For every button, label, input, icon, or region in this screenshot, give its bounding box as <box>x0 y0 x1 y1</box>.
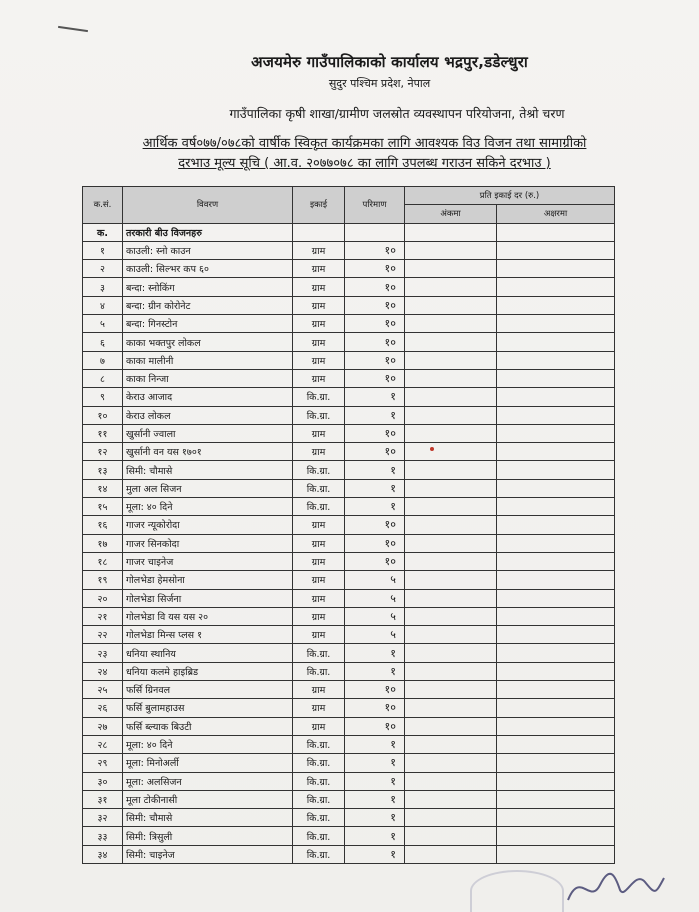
row-rate-figure <box>405 717 497 735</box>
row-unit: कि.ग्रा. <box>293 662 345 680</box>
row-unit: कि.ग्रा. <box>293 772 345 790</box>
row-rate-words <box>497 479 615 497</box>
row-sn: ३० <box>83 772 123 790</box>
row-quantity: १० <box>345 296 405 314</box>
row-rate-words <box>497 516 615 534</box>
row-description: बन्दा: स्नोकिंग <box>123 278 293 296</box>
table-row <box>83 443 615 461</box>
subject-heading <box>30 134 699 174</box>
row-description: मुला अल सिजन <box>123 479 293 497</box>
row-rate-figure <box>405 351 497 369</box>
row-rate-words <box>497 790 615 808</box>
table-row <box>83 644 615 662</box>
row-rate-figure <box>405 827 497 845</box>
row-sn: १७ <box>83 534 123 552</box>
row-sn: ६ <box>83 333 123 351</box>
row-description: गोलभेडा मिन्स प्लस १ <box>123 626 293 644</box>
row-description: धनिया स्थानिय <box>123 644 293 662</box>
row-quantity: ५ <box>345 589 405 607</box>
table-row <box>83 845 615 863</box>
row-unit: ग्राम <box>293 278 345 296</box>
table-row <box>83 388 615 406</box>
row-unit: ग्राम <box>293 351 345 369</box>
row-sn: २८ <box>83 735 123 753</box>
row-unit: ग्राम <box>293 571 345 589</box>
header-rate-words: अक्षरमा <box>497 205 615 223</box>
row-description: सिमी: चौमासे <box>123 809 293 827</box>
header-rate-figure: अंकमा <box>405 205 497 223</box>
row-unit: कि.ग्रा. <box>293 809 345 827</box>
row-unit: ग्राम <box>293 717 345 735</box>
row-rate-figure <box>405 498 497 516</box>
row-quantity: १० <box>345 534 405 552</box>
row-description: खुर्सानी ज्वाला <box>123 424 293 442</box>
row-sn: ८ <box>83 369 123 387</box>
row-rate-words <box>497 296 615 314</box>
row-quantity: १ <box>345 827 405 845</box>
province-line: सुदुर पश्चिम प्रदेश, नेपाल <box>328 77 431 90</box>
row-quantity: १ <box>345 790 405 808</box>
subject-line-2: दरभाउ मूल्य सूचि ( आ.व. २०७७०७८ का लागि उपलब्ध गराउन सकिने दरभाउ ) <box>178 156 551 171</box>
table-row <box>83 424 615 442</box>
row-rate-words <box>497 607 615 625</box>
table-row <box>83 809 615 827</box>
row-sn: ७ <box>83 351 123 369</box>
row-sn: १५ <box>83 498 123 516</box>
row-rate-figure <box>405 644 497 662</box>
table-row <box>83 315 615 333</box>
row-description: काका निन्जा <box>123 369 293 387</box>
row-sn: ५ <box>83 315 123 333</box>
header-quantity: परिमाण <box>345 187 405 224</box>
row-unit: कि.ग्रा. <box>293 644 345 662</box>
row-unit: ग्राम <box>293 424 345 442</box>
row-quantity: १० <box>345 681 405 699</box>
table-row <box>83 626 615 644</box>
header-unit: इकाई <box>293 187 345 224</box>
row-rate-words <box>497 827 615 845</box>
row-rate-figure <box>405 534 497 552</box>
row-sn: ३१ <box>83 790 123 808</box>
table-row <box>83 406 615 424</box>
table-row <box>83 498 615 516</box>
row-description: मूला: मिनोअर्ली <box>123 754 293 772</box>
row-quantity: १० <box>345 552 405 570</box>
row-rate-words <box>497 260 615 278</box>
row-quantity: १ <box>345 754 405 772</box>
row-quantity: १० <box>345 333 405 351</box>
row-rate-words <box>497 388 615 406</box>
row-unit: ग्राम <box>293 333 345 351</box>
row-rate-figure <box>405 333 497 351</box>
row-quantity: १ <box>345 772 405 790</box>
row-sn: १६ <box>83 516 123 534</box>
table-row <box>83 589 615 607</box>
row-rate-figure <box>405 443 497 461</box>
row-quantity: ५ <box>345 571 405 589</box>
row-description: गोलभेडा हेमसोना <box>123 571 293 589</box>
table-row <box>83 571 615 589</box>
row-rate-words <box>497 534 615 552</box>
row-unit: ग्राम <box>293 589 345 607</box>
section-row <box>83 223 615 241</box>
table-row <box>83 534 615 552</box>
row-unit: ग्राम <box>293 699 345 717</box>
row-description: काउली: सिल्भर कप ६० <box>123 260 293 278</box>
table-row <box>83 735 615 753</box>
row-rate-figure <box>405 809 497 827</box>
row-rate-figure <box>405 790 497 808</box>
row-quantity: ५ <box>345 607 405 625</box>
row-quantity: १० <box>345 241 405 259</box>
row-description: बन्दा: ग्रीन कोरोनेट <box>123 296 293 314</box>
header-description: विवरण <box>123 187 293 224</box>
table-row <box>83 772 615 790</box>
row-rate-figure <box>405 626 497 644</box>
row-rate-words <box>497 717 615 735</box>
row-unit: ग्राम <box>293 260 345 278</box>
row-unit: ग्राम <box>293 534 345 552</box>
row-sn: १४ <box>83 479 123 497</box>
row-sn: २३ <box>83 644 123 662</box>
row-unit: कि.ग्रा. <box>293 388 345 406</box>
document-header <box>0 52 699 174</box>
row-sn: २१ <box>83 607 123 625</box>
row-unit: ग्राम <box>293 552 345 570</box>
row-sn: ४ <box>83 296 123 314</box>
row-rate-words <box>497 369 615 387</box>
row-unit: ग्राम <box>293 369 345 387</box>
table-row <box>83 717 615 735</box>
row-description: काका मालीनी <box>123 351 293 369</box>
row-unit: ग्राम <box>293 681 345 699</box>
row-unit: ग्राम <box>293 296 345 314</box>
row-rate-figure <box>405 479 497 497</box>
row-rate-words <box>497 754 615 772</box>
row-description: केराउ लोकल <box>123 406 293 424</box>
row-unit: कि.ग्रा. <box>293 735 345 753</box>
row-unit: कि.ग्रा. <box>293 479 345 497</box>
pen-mark <box>58 26 88 32</box>
row-rate-words <box>497 241 615 259</box>
table-row <box>83 827 615 845</box>
row-rate-words <box>497 626 615 644</box>
row-sn: १३ <box>83 461 123 479</box>
row-sn: २६ <box>83 699 123 717</box>
row-description: केराउ आजाद <box>123 388 293 406</box>
row-description: खुर्सानी वन यस १७०१ <box>123 443 293 461</box>
row-sn: १० <box>83 406 123 424</box>
row-description: काका भक्तपुर लोकल <box>123 333 293 351</box>
table-row <box>83 278 615 296</box>
subject-line-1: आर्थिक वर्ष०७७/०७८को वार्षीक स्विकृत कार्यक्रमका लागि आवश्यक विउ विजन तथा सामाग्रीको <box>142 136 587 151</box>
row-rate-words <box>497 443 615 461</box>
table-row <box>83 333 615 351</box>
row-sn: २५ <box>83 681 123 699</box>
row-sn: ३ <box>83 278 123 296</box>
row-rate-words <box>497 662 615 680</box>
row-rate-figure <box>405 241 497 259</box>
row-sn: २९ <box>83 754 123 772</box>
row-quantity: १० <box>345 516 405 534</box>
row-rate-figure <box>405 461 497 479</box>
table-row <box>83 296 615 314</box>
row-unit: कि.ग्रा. <box>293 461 345 479</box>
row-rate-figure <box>405 662 497 680</box>
row-rate-words <box>497 571 615 589</box>
office-title: अजयमेरु गाउँपालिकाको कार्यालय भद्रपुर,डडेल्धुरा <box>251 53 528 71</box>
row-sn: ३३ <box>83 827 123 845</box>
section-label: तरकारी बीउ विजनहरु <box>123 223 293 241</box>
row-quantity: १ <box>345 845 405 863</box>
row-description: सिमी: चौमासे <box>123 461 293 479</box>
row-rate-figure <box>405 589 497 607</box>
row-description: मूला: ४० दिने <box>123 498 293 516</box>
row-sn: ३२ <box>83 809 123 827</box>
row-quantity: १० <box>345 369 405 387</box>
row-rate-figure <box>405 315 497 333</box>
row-unit: ग्राम <box>293 607 345 625</box>
row-sn: ९ <box>83 388 123 406</box>
row-unit: ग्राम <box>293 241 345 259</box>
section-number: क. <box>83 223 123 241</box>
row-unit: ग्राम <box>293 626 345 644</box>
row-quantity: १० <box>345 315 405 333</box>
table-row <box>83 351 615 369</box>
row-quantity: १ <box>345 662 405 680</box>
row-rate-words <box>497 315 615 333</box>
row-quantity: १ <box>345 479 405 497</box>
row-description: फर्सि ग्रिनवल <box>123 681 293 699</box>
row-unit: कि.ग्रा. <box>293 406 345 424</box>
table-row <box>83 699 615 717</box>
row-description: गाजर चाइनेज <box>123 552 293 570</box>
row-rate-figure <box>405 735 497 753</box>
row-quantity: १० <box>345 443 405 461</box>
row-description: फर्सि बुलामहाउस <box>123 699 293 717</box>
row-description: गाजर न्यूकोरोदा <box>123 516 293 534</box>
row-rate-figure <box>405 516 497 534</box>
table-row <box>83 681 615 699</box>
row-rate-words <box>497 552 615 570</box>
row-rate-words <box>497 333 615 351</box>
row-description: सिमी: चाइनेज <box>123 845 293 863</box>
row-quantity: १ <box>345 406 405 424</box>
signature <box>560 860 670 910</box>
row-rate-figure <box>405 388 497 406</box>
row-sn: २२ <box>83 626 123 644</box>
table-row <box>83 461 615 479</box>
row-rate-figure <box>405 260 497 278</box>
row-rate-figure <box>405 681 497 699</box>
row-rate-words <box>497 351 615 369</box>
table-row <box>83 790 615 808</box>
row-sn: २० <box>83 589 123 607</box>
row-rate-words <box>497 278 615 296</box>
table-row <box>83 479 615 497</box>
row-description: मूला: ४० दिने <box>123 735 293 753</box>
red-dot-mark <box>430 447 434 451</box>
row-quantity: १० <box>345 260 405 278</box>
row-unit: कि.ग्रा. <box>293 845 345 863</box>
table-row <box>83 260 615 278</box>
row-quantity: १० <box>345 278 405 296</box>
table-row <box>83 241 615 259</box>
row-rate-figure <box>405 607 497 625</box>
row-quantity: १० <box>345 717 405 735</box>
row-unit: ग्राम <box>293 443 345 461</box>
row-sn: ११ <box>83 424 123 442</box>
row-description: गाजर सिनकोदा <box>123 534 293 552</box>
row-rate-words <box>497 424 615 442</box>
row-sn: १८ <box>83 552 123 570</box>
price-list-table <box>82 186 615 864</box>
row-sn: २७ <box>83 717 123 735</box>
row-sn: १९ <box>83 571 123 589</box>
row-description: मूला टोकीनासी <box>123 790 293 808</box>
row-unit: कि.ग्रा. <box>293 790 345 808</box>
row-quantity: १ <box>345 809 405 827</box>
row-rate-figure <box>405 369 497 387</box>
header-rate: प्रति इकाई दर (रु.) <box>405 187 615 205</box>
row-sn: १२ <box>83 443 123 461</box>
row-rate-figure <box>405 406 497 424</box>
row-rate-words <box>497 461 615 479</box>
row-unit: ग्राम <box>293 315 345 333</box>
row-rate-figure <box>405 552 497 570</box>
row-rate-words <box>497 498 615 516</box>
row-quantity: १ <box>345 644 405 662</box>
header-sn: क.सं. <box>83 187 123 224</box>
row-quantity: १ <box>345 498 405 516</box>
row-rate-figure <box>405 571 497 589</box>
row-description: सिमी: त्रिसुली <box>123 827 293 845</box>
row-unit: कि.ग्रा. <box>293 754 345 772</box>
table-row <box>83 662 615 680</box>
row-unit: कि.ग्रा. <box>293 498 345 516</box>
row-rate-figure <box>405 754 497 772</box>
row-quantity: ५ <box>345 626 405 644</box>
row-sn: ३४ <box>83 845 123 863</box>
row-rate-words <box>497 589 615 607</box>
row-quantity: १० <box>345 424 405 442</box>
row-description: गोलभेडा वि यस यस २० <box>123 607 293 625</box>
row-rate-figure <box>405 699 497 717</box>
table-row <box>83 607 615 625</box>
row-rate-words <box>497 644 615 662</box>
row-description: धनिया कलमे हाइब्रिड <box>123 662 293 680</box>
row-rate-words <box>497 406 615 424</box>
table-header-row <box>83 187 615 205</box>
row-description: गोलभेडा सिर्जना <box>123 589 293 607</box>
row-sn: २४ <box>83 662 123 680</box>
table-row <box>83 369 615 387</box>
row-rate-words <box>497 699 615 717</box>
row-rate-words <box>497 772 615 790</box>
row-quantity: १० <box>345 351 405 369</box>
row-description: मूला: अलसिजन <box>123 772 293 790</box>
table-row <box>83 754 615 772</box>
row-rate-words <box>497 735 615 753</box>
row-rate-figure <box>405 845 497 863</box>
row-description: बन्दा: गिनस्टोन <box>123 315 293 333</box>
table-row <box>83 552 615 570</box>
row-rate-figure <box>405 772 497 790</box>
office-stamp <box>470 870 564 912</box>
row-quantity: १ <box>345 388 405 406</box>
row-rate-figure <box>405 424 497 442</box>
row-sn: १ <box>83 241 123 259</box>
row-quantity: १ <box>345 735 405 753</box>
row-description: फर्सि ब्ल्याक बिउटी <box>123 717 293 735</box>
row-rate-figure <box>405 278 497 296</box>
row-unit: ग्राम <box>293 516 345 534</box>
row-unit: कि.ग्रा. <box>293 827 345 845</box>
row-rate-figure <box>405 296 497 314</box>
row-description: काउली: स्नो काउन <box>123 241 293 259</box>
row-quantity: १० <box>345 699 405 717</box>
row-quantity: १ <box>345 461 405 479</box>
row-rate-words <box>497 809 615 827</box>
row-rate-words <box>497 681 615 699</box>
row-sn: २ <box>83 260 123 278</box>
table-row <box>83 516 615 534</box>
branch-line: गाउँपालिका कृषी शाखा/ग्रामीण जलस्रोत व्यवस्थापन परियोजना, तेश्रो चरण <box>229 106 565 121</box>
